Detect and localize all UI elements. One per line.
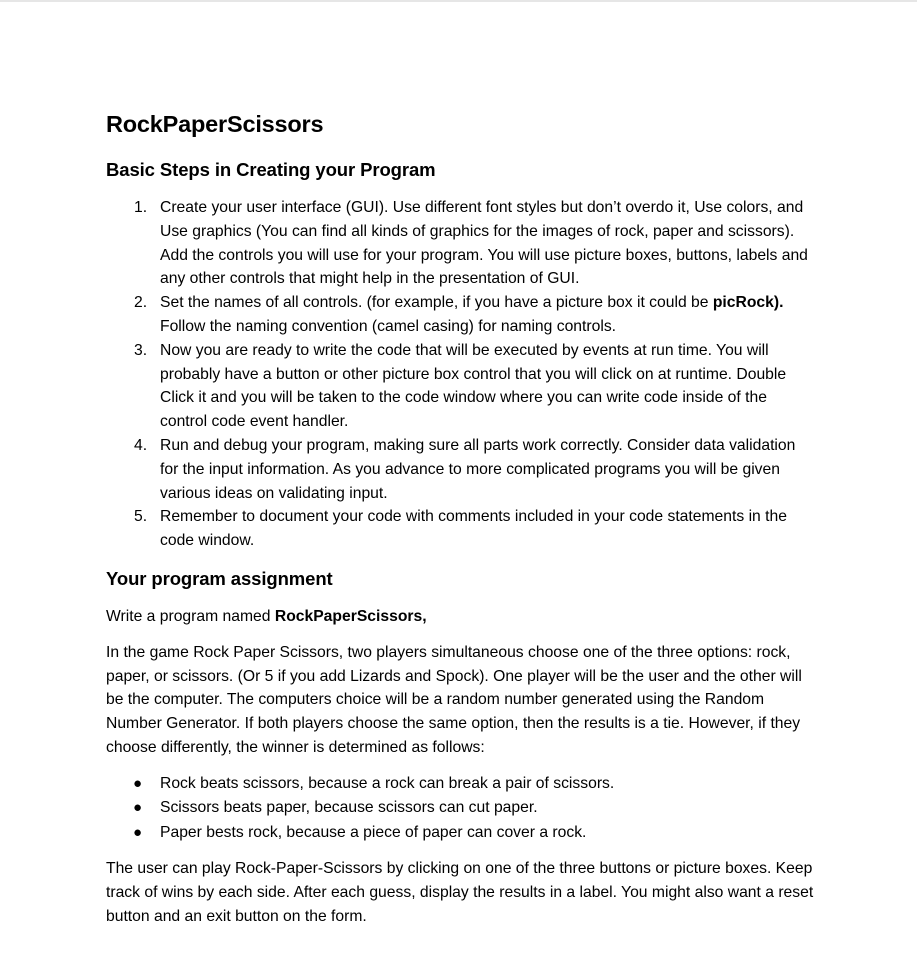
rule-item-1 — [106, 772, 816, 797]
step-item-3 — [106, 339, 816, 434]
step-text: Create your user interface (GUI). Use different font styles but don’t overdo it, Use colors, and Use graphics (You can find all kinds of graphics for the images of rock, paper and scissors). Add the controls you will use for your program. You will use picture boxes, buttons, labels and any other controls that might help in the presentation of GUI. — [160, 199, 808, 288]
bullet-icon: ● — [133, 774, 143, 792]
document-title: RockPaperScissors — [106, 111, 324, 137]
step-bold-example: picRock). — [712, 294, 784, 312]
assignment-intro — [106, 605, 816, 629]
game-paragraph: In the game Rock Paper Scissors, two players simultaneous choose one of the three options: rock, paper, or scissors. (Or 5 if you add Lizards and Spock). One player will be the user and the other will be the computer. The computers choice will be a random number generated using the Random Number Generator. If both players choose the same option, then the results is a tie. However, if they choose differently, the winner is determined as follows: — [106, 643, 802, 756]
document-page — [106, 108, 816, 929]
step-number: 5. — [134, 508, 148, 526]
bullet-icon: ● — [133, 799, 143, 817]
steps-heading: Basic Steps in Creating your Program — [106, 159, 436, 180]
step-number: 3. — [134, 341, 148, 359]
rule-text: Scissors beats paper, because scissors can cut paper. — [160, 799, 538, 817]
step-text: Run and debug your program, making sure all parts work correctly. Consider data validation for the input information. As you advance to more complicated programs you will be given various ideas on validating input. — [160, 436, 796, 502]
assignment-intro-prefix: Write a program named — [106, 607, 275, 625]
step-item-4 — [106, 434, 816, 505]
rules-list — [106, 772, 816, 846]
step-text: Now you are ready to write the code that will be executed by events at run time. You will probably have a button or other picture box control that you will click on at runtime. Double Click it and you will be taken to the code window where you can write code inside of the control code event handler. — [160, 341, 787, 431]
step-text-before: Set the names of all controls. (for example, if you have a picture box it could be — [160, 294, 713, 312]
rule-text: Rock beats scissors, because a rock can break a pair of scissors. — [160, 774, 615, 792]
steps-list — [106, 196, 816, 553]
assignment-heading: Your program assignment — [106, 567, 333, 589]
bullet-icon: ● — [133, 823, 143, 841]
step-item-1 — [106, 196, 816, 291]
rule-item-2 — [106, 796, 816, 821]
rule-item-3 — [106, 821, 816, 846]
step-number: 1. — [134, 199, 148, 216]
program-name: RockPaperScissors, — [274, 607, 427, 625]
rule-text: Paper bests rock, because a piece of paper can cover a rock. — [160, 823, 587, 841]
page-top-border — [0, 0, 917, 2]
step-item-2 — [106, 291, 816, 339]
step-number: 4. — [134, 436, 148, 454]
closing-paragraph: The user can play Rock-Paper-Scissors by clicking on one of the three buttons or picture boxes. Keep track of wins by each side. After each guess, display the results in a label. You might also want a reset button and an exit button on the form. — [106, 860, 814, 925]
step-text-after: Follow the naming convention (camel casing) for naming controls. — [160, 317, 617, 335]
step-item-5 — [106, 505, 816, 553]
step-text: Remember to document your code with comments included in your code statements in the code window. — [160, 508, 787, 550]
step-number: 2. — [134, 294, 148, 312]
